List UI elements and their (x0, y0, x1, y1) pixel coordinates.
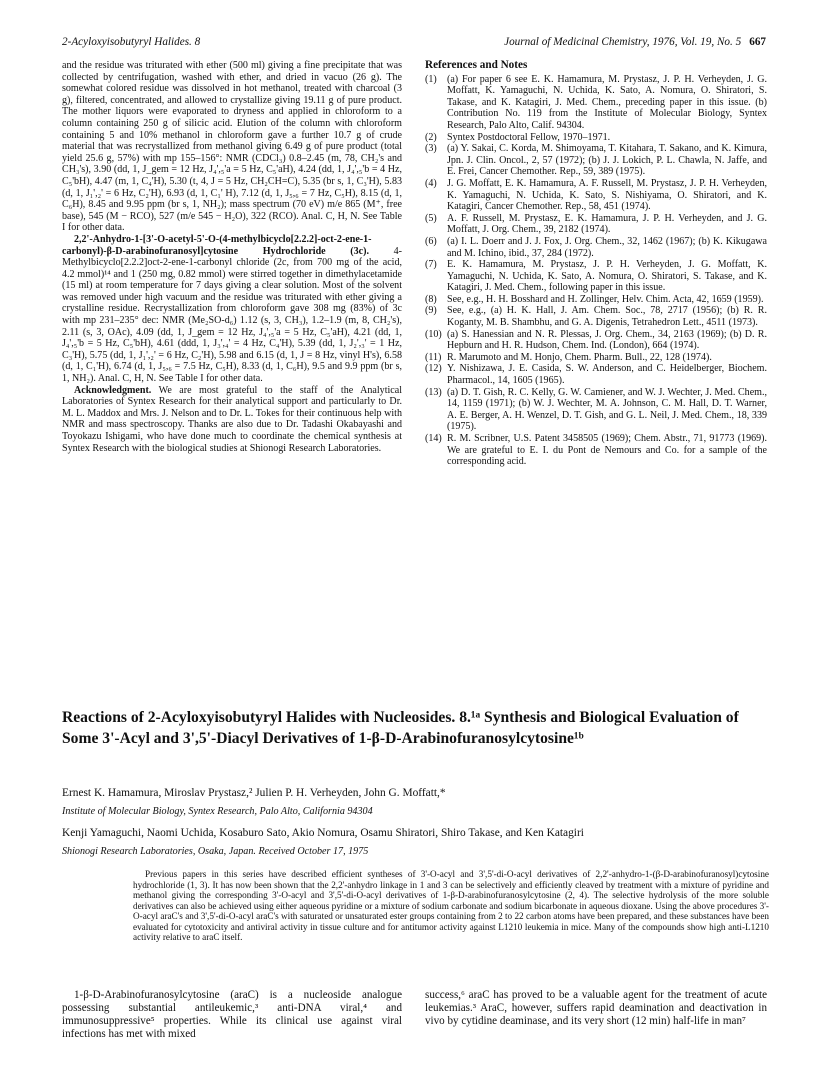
reference-item (425, 294, 767, 306)
experimental-paragraph-2 (62, 234, 402, 385)
reference-text: Syntex Postdoctoral Fellow, 1970–1971. (447, 131, 611, 143)
left-column (62, 60, 402, 454)
reference-number: (10) (425, 328, 442, 340)
authors-line-1: Ernest K. Hamamura, Miroslav Prystasz,² Julien P. H. Verheyden, John G. Moffatt,* (62, 787, 446, 799)
reference-item (425, 363, 767, 386)
reference-text: R. M. Scribner, U.S. Patent 3458505 (1969); Chem. Abstr., 71, 91773 (1969). We are grateful to E. I. du Pont de Nemours and Co. for a sample of the corresponding acid. (447, 433, 767, 468)
acknowledgment-text: We are most grateful to the staff of the Analytical Laboratories of Syntex Research for their analytical support and particularly to Dr. M. L. Maddox and Mrs. J. Nelson and to Dr. L. Tokes for their continuous help with NMR and mass spectroscopy. Thanks are also due to Dr. Tadashi Okabayashi and Toyokazu Ishigami, who have done much to coordinate the chemical synthesis at Syntex Research with the biological studies at Shionogi Research Laboratories. (62, 384, 402, 454)
acknowledgment-heading: Acknowledgment. (74, 384, 152, 396)
reference-item (425, 74, 767, 132)
reference-number: (11) (425, 351, 442, 363)
reference-text: See, e.g., H. H. Bosshard and H. Zollinger, Helv. Chim. Acta, 42, 1659 (1959). (447, 293, 764, 305)
reference-number: (6) (425, 235, 437, 247)
institution-line-1: Institute of Molecular Biology, Syntex Research, Palo Alto, California 94304 (62, 806, 373, 817)
running-header-left: 2-Acyloxyisobutyryl Halides. 8 (62, 36, 201, 48)
reference-text: R. Marumoto and M. Honjo, Chem. Pharm. Bull., 22, 128 (1974). (447, 351, 712, 363)
reference-text: (a) Y. Sakai, C. Korda, M. Shimoyama, T. Kitahara, T. Sakano, and K. Kimura, Jpn. J. Clin. Oncol., 2, 57 (1972); (b) J. J. Lokich, P. L. Chawla, N. Jaffe, and E. Frei, Cancer Chemother. Rep., 59, 389 (1975). (447, 143, 767, 178)
reference-text: Y. Nishizawa, J. E. Casida, S. W. Anderson, and C. Heidelberger, Biochem. Pharmacol., 14, 1605 (1965). (447, 363, 767, 387)
compound-heading: 2,2'-Anhydro-1-[3'-O-acetyl-5'-O-(4-methylbicyclo[2.2.2]-oct-2-ene-1-carbonyl)-β-D-arabinofuranosyl]cytosine Hydrochloride (3c). (62, 233, 372, 257)
reference-item (425, 305, 767, 328)
reference-item (425, 259, 767, 294)
reference-item (425, 178, 767, 213)
intro-paragraph-left: 1-β-D-Arabinofuranosylcytosine (araC) is a nucleoside analogue possessing substantial antileukemic,³ anti-DNA viral,⁴ and immunosuppressive⁵ properties. While its clinical use against viral infections has met with mixed (62, 989, 402, 1041)
reference-text: E. K. Hamamura, M. Prystasz, J. P. H. Verheyden, J. G. Moffatt, K. Yamaguchi, N. Uchida, K. Sato, A. Nomura, O. Shiratori, S. Takase, and K. Katagiri, J. Med. Chem., following paper in this issue. (447, 259, 767, 294)
reference-item (425, 236, 767, 259)
institution-line-2: Shionogi Research Laboratories, Osaka, Japan. Received October 17, 1975 (62, 846, 369, 857)
reference-number: (12) (425, 363, 442, 375)
running-header-right (504, 36, 766, 48)
reference-number: (7) (425, 259, 437, 271)
reference-text: A. F. Russell, M. Prystasz, E. K. Hamamura, J. P. H. Verheyden, and J. G. Moffatt, J. Org. Chem., 39, 2182 (1974). (447, 212, 767, 236)
reference-text: See, e.g., (a) H. K. Hall, J. Am. Chem. Soc., 78, 2717 (1956); (b) R. R. Koganty, M. B. Shambhu, and G. A. Digenis, Tetrahedron Lett., 4511 (1973). (447, 305, 767, 329)
reference-number: (1) (425, 73, 437, 85)
reference-item (425, 143, 767, 178)
compound-procedure: 4-Methylbicyclo[2.2.2]oct-2-ene-1-carbonyl chloride (2c, from 700 mg of the acid, 4.2 mmol)¹⁴ and 1 (250 mg, 0.82 mmol) were stirred together in dimethylacetamide (15 ml) at room temperature for 7 days giving a clear solution. Most of the solvent was removed under high vacuum and the residue was triturated with ether giving a crystalline residue. Recrystallization from chloroform gave 308 mg (83%) of 3c with mp 231–235° dec: NMR (Me₂SO-d₆) 1.12 (s, 3, CH₃), 1.2–1.9 (m, 8, CH₂'s), 2.11 (s, 3, OAc), 4.09 (dd, 1, J_gem = 12 Hz, J₄',₅'a = 5 Hz, C₅'aH), 4.21 (dd, 1, J₄',₅'b = 5 Hz, C₅'bH), 4.61 (ddd, 1, J₃',₄' = 4 Hz, C₄'H), 5.39 (dd, 1, J₂',₃' = 1 Hz, C₃'H), 5.75 (dd, 1, J₁',₂' = 6 Hz, C₂'H), 5.98 and 6.15 (d, 1, J = 8 Hz, vinyl H's), 6.58 (d, 1, C₁'H), 6.74 (d, 1, J₅,₆ = 7.5 Hz, C₅H), 8.33 (d, 1, C₆H), 9.5 and 9.9 ppm (br s, 1, NH₂). Anal. C, H, N. See Table I for other data. (62, 245, 402, 385)
acknowledgment-paragraph (62, 385, 402, 455)
references-column (425, 60, 767, 468)
reference-number: (4) (425, 177, 437, 189)
reference-item (425, 132, 767, 144)
reference-item (425, 352, 767, 364)
reference-item (425, 387, 767, 433)
experimental-paragraph-1: and the residue was triturated with ether (500 ml) giving a fine precipitate that was collected by centrifugation, washed with ether, and dried in vacuo (26 g). The somewhat colored residue was dissolved in hot methanol, treated with charcoal (3 g), filtered, concentrated, and allowed to crystallize giving 19.11 g of pure product. The mother liquors were evaporated to dryness and applied in chloroform to a column containing 250 g of silicic acid. Elution of the column with chloroform containing 5 and 10% methanol in chloroform gave a further 10.7 g of crude material that was recrystallized from methanol giving 6.49 g of pure product (total yield 25.6 g, 57%) with mp 155–156°: NMR (CDCl₃) 0.8–2.45 (m, 78, CH₂'s and CH₃'s), 3.90 (dd, 1, J_gem = 12 Hz, J₄',₅'a = 5 Hz, C₅'aH), 4.24 (dd, 1, J₄',₅'b = 4 Hz, C₅'bH), 4.47 (m, 1, C₄'H), 5.30 (t, 4, J = 5 Hz, CH₂CH=C), 5.35 (br s, 1, C₃'H), 5.83 (d, 1, J₁',₂' = 6 Hz, C₂'H), 6.93 (d, 1, C₁' H), 7.12 (d, 1, J₅,₆ = 7 Hz, C₅H), 8.15 (d, 1, C₆H), 8.45 and 9.95 ppm (br s, 1, NH₂); mass spectrum (70 eV) m/e 865 (M⁺, free base), 545 (M − RCO), 527 (m/e 545 − H₂O), 322 (RCO). Anal. C, H, N. See Table I for other data. (62, 60, 402, 234)
body-left-column (62, 989, 402, 1041)
reference-number: (8) (425, 293, 437, 305)
reference-item (425, 213, 767, 236)
abstract: Previous papers in this series have described efficient syntheses of 3'-O-acyl and 3',5'-di-O-acyl derivatives of 2,2'-anhydro-1-(β-D-arabinofuranosyl)cytosine hydrochloride (1, 3). It has now been shown that the 2,2'-anhydro linkage in 1 and 3 can be selectively and efficiently cleaved by treatment with a mixture of pyridine and methanol giving the corresponding 3'-O-acyl and 3',5'-di-O-acyl derivatives of 1-β-D-arabinofuranosylcytosine (2, 4). The selective hydrolysis of the more soluble derivatives can also be achieved using either aqueous pyridine or a mixture of sodium carbonate and sodium bicarbonate in aqueous dioxane. Using the above procedures 3'-O-acyl araC's and 3',5'-di-O-acyl araC's with saturated or unsaturated ester groups containing from 2 to 22 carbon atoms have been prepared, and these substances have been evaluated for cytotoxicity and antiviral activity in tissue culture and for antitumor activity against L1210 leukemia in mice. Many of the compounds show high anti-L1210 activity relative to araC itself. (133, 869, 769, 942)
intro-paragraph-right: success,⁶ araC has proved to be a valuable agent for the treatment of acute leukemias.³ AraC, however, suffers rapid deamination and deactivation in vivo by cytidine deaminase, and its very short (12 min) half-life in man⁷ (425, 989, 767, 1028)
reference-number: (14) (425, 433, 442, 444)
references-list (425, 74, 767, 468)
page-number: 667 (749, 36, 766, 48)
authors-line-2: Kenji Yamaguchi, Naomi Uchida, Kosaburo Sato, Akio Nomura, Osamu Shiratori, Shiro Takase, and Ken Katagiri (62, 827, 584, 839)
reference-number: (13) (425, 386, 442, 398)
reference-number: (3) (425, 143, 437, 155)
running-header (62, 36, 766, 52)
journal-citation: Journal of Medicinal Chemistry, 1976, Vol. 19, No. 5 (504, 36, 742, 48)
reference-item (425, 433, 767, 468)
references-title: References and Notes (425, 59, 528, 71)
article-title: Reactions of 2-Acyloxyisobutyryl Halides with Nucleosides. 8.¹ᵃ Synthesis and Biological Evaluation of Some 3'-Acyl and 3',5'-Diacyl Derivatives of 1-β-D-Arabinofuranosylcytosine¹ᵇ (62, 709, 739, 747)
reference-number: (5) (425, 212, 437, 224)
reference-number: (2) (425, 131, 437, 143)
reference-item (425, 329, 767, 352)
reference-text: (a) S. Hanessian and N. R. Plessas, J. Org. Chem., 34, 2163 (1969); (b) D. R. Hepburn and H. R. Hudson, Chem. Ind. (London), 664 (1974). (447, 328, 767, 352)
reference-text: (a) I. L. Doerr and J. J. Fox, J. Org. Chem., 32, 1462 (1967); (b) K. Kikugawa and M. Ichino, ibid., 37, 284 (1972). (447, 235, 767, 259)
reference-text: (a) For paper 6 see E. K. Hamamura, M. Prystasz, J. P. H. Verheyden, J. G. Moffatt, K. Yamaguchi, N. Uchida, K. Sato, A. Nomura, O. Shiratori, S. Takase, and K. Katagiri, J. Med. Chem., preceding paper in this issue. (b) Contribution No. 119 from the Institute of Molecular Biology, Syntex Research, Palo Alto, Calif. 94304. (447, 73, 767, 131)
reference-number: (9) (425, 305, 437, 317)
body-right-column (425, 989, 767, 1028)
reference-text: J. G. Moffatt, E. K. Hamamura, A. F. Russell, M. Prystasz, J. P. H. Verheyden, K. Yamaguchi, N. Uchida, K. Sato, S. Nishiyama, O. Shiratori, and K. Katagiri, Cancer Chemother. Rep., 58, 451 (1974). (447, 177, 767, 213)
reference-text: (a) D. T. Gish, R. C. Kelly, G. W. Camiener, and W. J. Wechter, J. Med. Chem., 14, 1159 (1971); (b) W. J. Wechter, M. A. Johnson, C. M. Hall, D. T. Warner, A. E. Berger, A. H. Wenzel, D. T. Gish, and G. L. Neil, J. Med. Chem., 18, 339 (1975). (447, 386, 767, 433)
